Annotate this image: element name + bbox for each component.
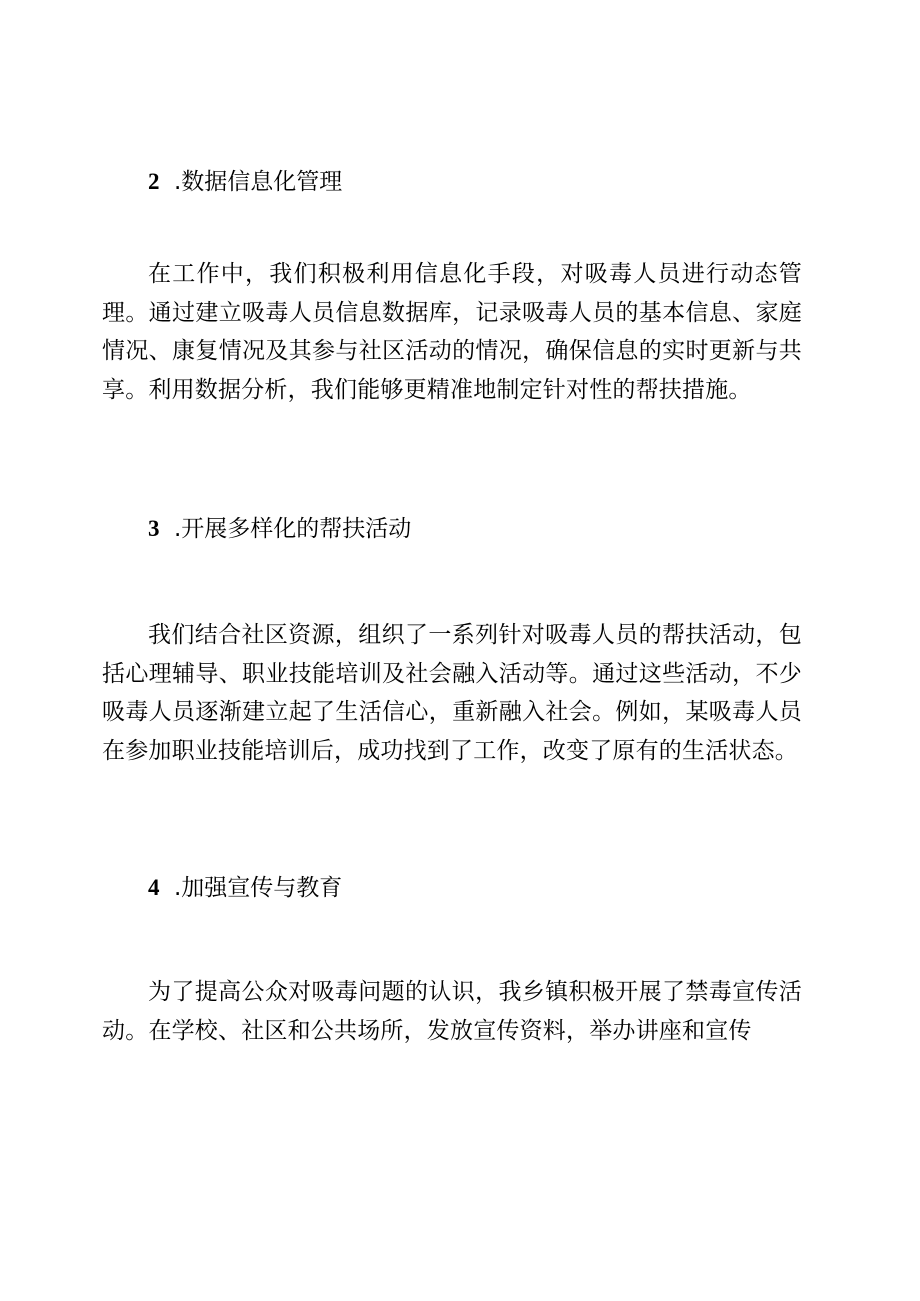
section-paragraph-2: 在工作中，我们积极利用信息化手段，对吸毒人员进行动态管理。通过建立吸毒人员信息数据库，记录吸毒人员的基本信息、家庭情况、康复情况及其参与社区活动的情况，确保信息的实时更新与共享。利用数据分析，我们能够更精准地制定针对性的帮扶措施。 [102, 261, 802, 403]
section-number: 2 [148, 169, 160, 194]
section-heading-3 [148, 514, 411, 544]
section-heading-2 [148, 167, 342, 197]
section-title: .加强宣传与教育 [174, 875, 343, 901]
section-title: .开展多样化的帮扶活动 [174, 516, 412, 542]
section-title: .数据信息化管理 [174, 169, 343, 195]
section-heading-4 [148, 873, 342, 903]
section-paragraph-4: 为了提高公众对吸毒问题的认识，我乡镇积极开展了禁毒宣传活动。在学校、社区和公共场所，发放宣传资料，举办讲座和宣传 [102, 979, 802, 1044]
section-number: 4 [148, 875, 160, 900]
section-number: 3 [148, 516, 160, 541]
section-paragraph-3: 我们结合社区资源，组织了一系列针对吸毒人员的帮扶活动，包括心理辅导、职业技能培训及社会融入活动等。通过这些活动，不少吸毒人员逐渐建立起了生活信心，重新融入社会。例如，某吸毒人员在参加职业技能培训后，成功找到了工作，改变了原有的生活状态。 [102, 622, 802, 764]
